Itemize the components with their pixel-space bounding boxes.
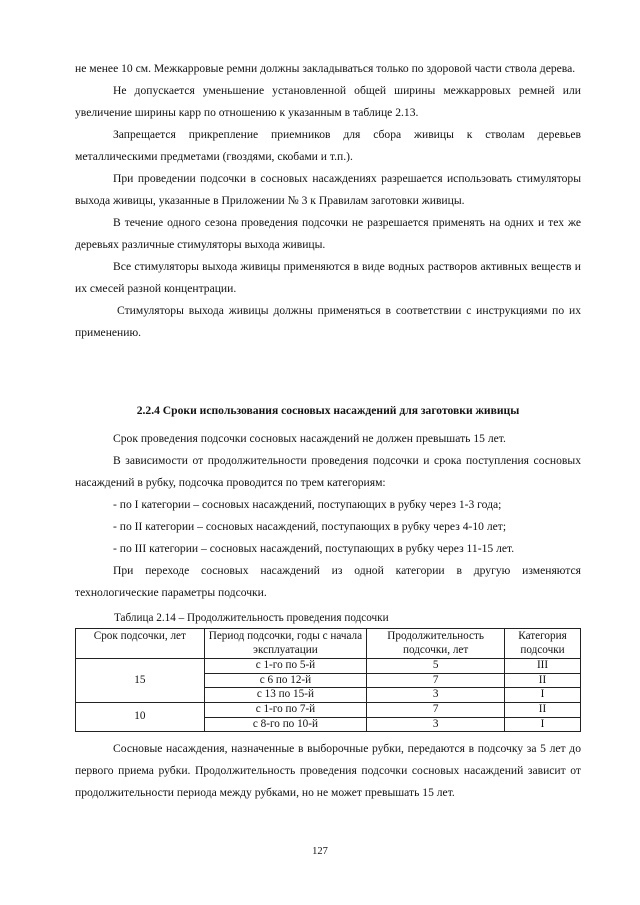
paragraph: Все стимуляторы выхода живицы применяются в виде водных растворов активных веществ и их смесей разной концентрации.: [75, 260, 581, 295]
list-item: - по II категории – сосновых насаждений, поступающих в рубку через 4-10 лет;: [113, 520, 507, 533]
page-number: 127: [312, 846, 328, 857]
table-cell: III: [505, 659, 581, 674]
table-cell: II: [505, 673, 581, 688]
paragraph: Запрещается прикрепление приемников для сбора живицы к стволам деревьев металлическими предметами (гвоздями, скобами и т.п.).: [75, 128, 581, 163]
table-cell-term: 10: [76, 702, 205, 731]
table-cell: 7: [367, 702, 505, 717]
paragraph: При проведении подсочки в сосновых насаждениях разрешается использовать стимуляторы выхода живицы, указанные в Приложении № 3 к Правилам заготовки живицы.: [75, 172, 581, 207]
table-row: [76, 659, 581, 674]
table-cell-term: 15: [76, 659, 205, 703]
table-header-cell: Категория подсочки: [505, 629, 581, 659]
paragraph: Срок проведения подсочки сосновых насаждений не должен превышать 15 лет.: [113, 432, 506, 445]
table-cell: с 6 по 12-й: [204, 673, 367, 688]
paragraph: В зависимости от продолжительности проведения подсочки и срока поступления сосновых насаждений в рубку, подсочка проводится по трем категориям:: [75, 454, 581, 489]
table-cell: с 8-го по 10-й: [204, 717, 367, 732]
table-cell: I: [505, 688, 581, 703]
table-header-row: [76, 629, 581, 659]
table-header-cell: Срок подсочки, лет: [76, 629, 205, 659]
data-table: [75, 628, 581, 732]
table-cell: с 1-го по 5-й: [204, 659, 367, 674]
body-text-bottom: [75, 738, 581, 804]
table-cell: с 13 по 15-й: [204, 688, 367, 703]
body-text-top: [75, 58, 581, 344]
table-cell: с 1-го по 7-й: [204, 702, 367, 717]
table-header-cell: Продолжительность подсочки, лет: [367, 629, 505, 659]
paragraph: не менее 10 см. Межкарровые ремни должны закладываться только по здоровой части ствола дерева.: [75, 62, 576, 75]
table-cell: 3: [367, 717, 505, 732]
body-text-middle: [75, 428, 581, 604]
table-cell: 5: [367, 659, 505, 674]
table-cell: II: [505, 702, 581, 717]
table-cell: 3: [367, 688, 505, 703]
paragraph: При переходе сосновых насаждений из одной категории в другую изменяются технологические параметры подсочки.: [75, 564, 581, 599]
list-item: - по III категории – сосновых насаждений, поступающих в рубку через 11-15 лет.: [113, 542, 515, 555]
paragraph: Не допускается уменьшение установленной общей ширины межкарровых ремней или увеличение ширины карр по отношению к указанным в таблице 2.13.: [75, 84, 581, 119]
list-item: - по I категории – сосновых насаждений, поступающих в рубку через 1-3 года;: [113, 498, 502, 511]
table-header-cell: Период подсочки, годы с начала эксплуатации: [204, 629, 367, 659]
section-heading: 2.2.4 Сроки использования сосновых насаждений для заготовки живицы: [136, 404, 520, 417]
paragraph: Стимуляторы выхода живицы должны применяться в соответствии с инструкциями по их применению.: [75, 304, 581, 339]
table-cell: 7: [367, 673, 505, 688]
table-caption: Таблица 2.14 – Продолжительность проведения подсочки: [114, 612, 389, 624]
table-row: [76, 702, 581, 717]
table-cell: I: [505, 717, 581, 732]
paragraph: В течение одного сезона проведения подсочки не разрешается применять на одних и тех же деревьях различные стимуляторы выхода живицы.: [75, 216, 581, 251]
paragraph: Сосновые насаждения, назначенные в выборочные рубки, передаются в подсочку за 5 лет до первого приема рубки. Продолжительность проведения подсочки сосновых насаждений зависит от продолжительности периода между рубками, но не может превышать 15 лет.: [75, 742, 581, 799]
